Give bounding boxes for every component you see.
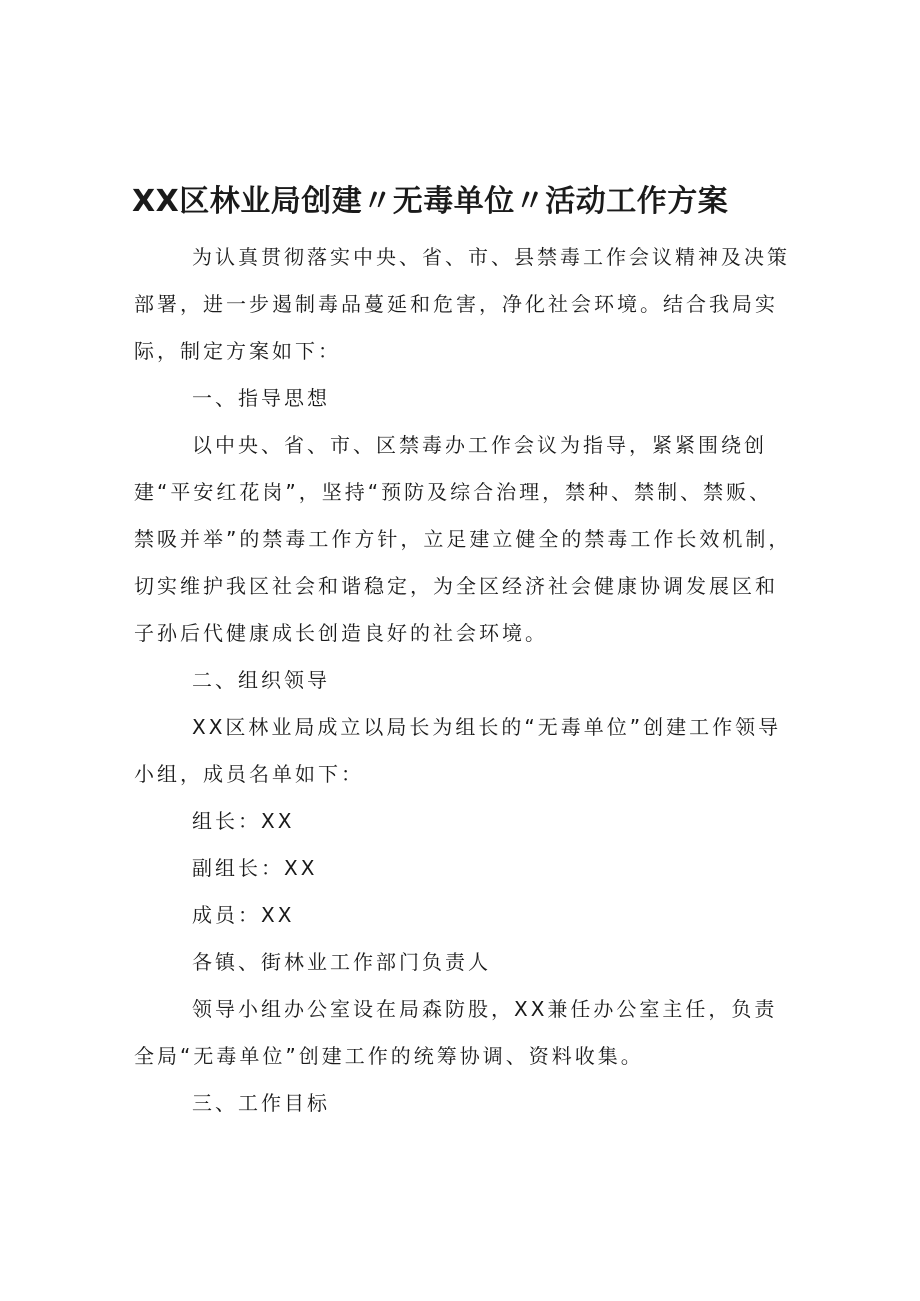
deputy-leader-line: 副组长：XX — [192, 856, 318, 880]
section-heading-work-goals: 三、工作目标 — [192, 1091, 330, 1115]
section-heading-organization: 二、组织领导 — [192, 668, 330, 692]
intro-paragraph: 为认真贯彻落实中央、省、市、县禁毒工作会议精神及决策部署，进一步遏制毒品蔓延和危害，净化社会环境。结合我局实际，制定方案如下： — [134, 245, 790, 363]
document-body — [134, 234, 794, 1127]
members-detail-line: 各镇、街林业工作部门负责人 — [192, 950, 491, 974]
members-line: 成员：XX — [192, 903, 295, 927]
guiding-ideology-paragraph: 以中央、省、市、区禁毒办工作会议为指导，紧紧围绕创建“平安红花岗”，坚持“预防及综合治理，禁种、禁制、禁贩、禁吸并举”的禁毒工作方针，立足建立健全的禁毒工作长效机制，切实维护我区社会和谐稳定，为全区经济社会健康协调发展区和子孙后代健康成长创造良好的社会环境。 — [134, 433, 792, 645]
office-paragraph: 领导小组办公室设在局森防股，XX兼任办公室主任，负责全局“无毒单位”创建工作的统筹协调、资料收集。 — [134, 997, 778, 1068]
document-title: XX区林业局创建〃无毒单位〃活动工作方案 — [132, 184, 729, 219]
section-heading-guiding-ideology: 一、指导思想 — [192, 386, 330, 410]
organization-paragraph: XX区林业局成立以局长为组长的“无毒单位”创建工作领导小组，成员名单如下： — [134, 715, 782, 786]
leader-line: 组长：XX — [192, 809, 295, 833]
